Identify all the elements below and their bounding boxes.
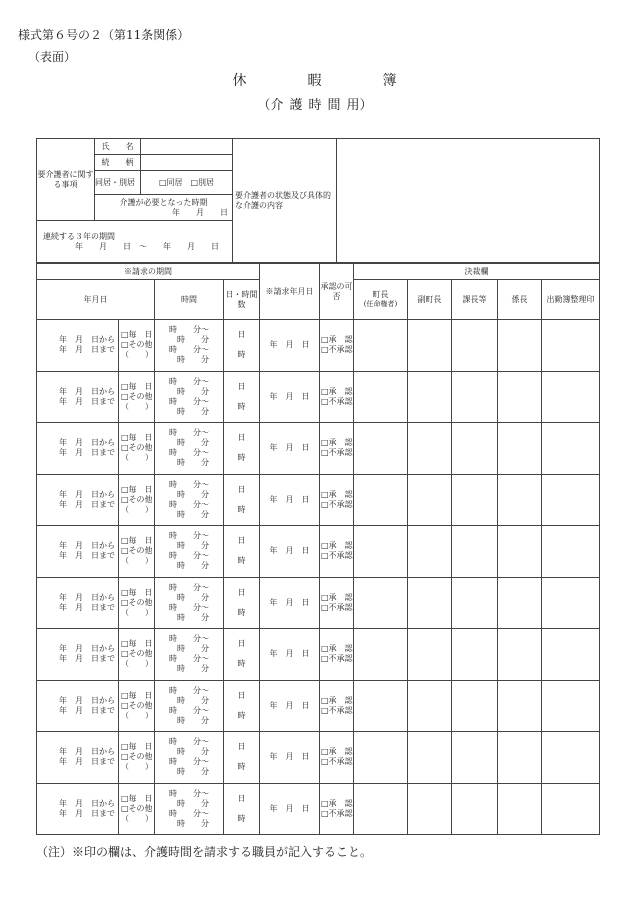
approve-checkbox[interactable]: □承 認 <box>321 541 353 551</box>
request-date-cell[interactable]: 年 月 日 <box>260 320 320 372</box>
request-date-cell[interactable]: 年 月 日 <box>260 680 320 732</box>
hour-unit: 時 <box>237 710 246 720</box>
daytime-cell[interactable] <box>224 629 260 681</box>
time-line: 時 分～ <box>169 428 209 438</box>
request-row <box>37 423 600 475</box>
every-day-checkbox[interactable]: □毎 日 <box>121 793 153 803</box>
request-row <box>37 526 600 578</box>
time-line: 時 分～ <box>169 479 209 489</box>
reject-checkbox[interactable]: □不承認 <box>321 705 353 715</box>
request-date-cell[interactable]: 年 月 日 <box>260 423 320 475</box>
kakaricho-seal-cell[interactable] <box>498 474 542 526</box>
chocho-header <box>354 280 408 320</box>
date-to: 年 月 日まで <box>59 757 115 767</box>
date-range-cell[interactable] <box>37 371 119 423</box>
time-line: 時 分 <box>177 406 209 416</box>
date-from: 年 月 日から <box>59 644 115 654</box>
kakaricho-seal-cell[interactable] <box>498 680 542 732</box>
daytime-cell[interactable] <box>224 371 260 423</box>
kakaricho-seal-cell[interactable] <box>498 629 542 681</box>
time-line: 時 分 <box>177 438 209 448</box>
request-row <box>37 320 600 372</box>
reject-checkbox[interactable]: □不承認 <box>321 654 353 664</box>
time-line: 時 分 <box>177 664 209 674</box>
care-needed-date: 年 月 日 <box>172 207 228 217</box>
time-cell[interactable] <box>155 320 224 372</box>
hour-unit: 時 <box>237 350 246 360</box>
time-cell[interactable] <box>155 577 224 629</box>
day-unit: 日 <box>237 587 246 597</box>
date-from: 年 月 日から <box>59 592 115 602</box>
kakaricho-seal-cell[interactable] <box>498 320 542 372</box>
every-day-checkbox[interactable]: □毎 日 <box>121 690 153 700</box>
request-date-cell[interactable]: 年 月 日 <box>260 577 320 629</box>
date-range-cell[interactable] <box>37 423 119 475</box>
time-line: 時 分 <box>177 509 209 519</box>
date-to: 年 月 日まで <box>59 808 115 818</box>
date-to: 年 月 日まで <box>59 654 115 664</box>
approve-checkbox[interactable]: □承 認 <box>321 386 353 396</box>
reject-checkbox[interactable]: □不承認 <box>321 448 353 458</box>
approve-checkbox[interactable]: □承 認 <box>321 695 353 705</box>
frequency-cell[interactable] <box>119 732 155 784</box>
fukuchocho-seal-cell[interactable] <box>408 474 452 526</box>
page-subtitle <box>0 94 630 113</box>
date-range-cell[interactable] <box>37 526 119 578</box>
time-cell[interactable] <box>155 680 224 732</box>
date-range-cell[interactable] <box>37 629 119 681</box>
frequency-cell[interactable] <box>119 629 155 681</box>
day-unit: 日 <box>237 690 246 700</box>
time-line: 時 分～ <box>169 654 209 664</box>
approve-checkbox[interactable]: □承 認 <box>321 747 353 757</box>
subtitle-char: 時 <box>308 98 322 113</box>
chocho-seal-cell[interactable] <box>354 577 408 629</box>
time-line: 時 分 <box>177 644 209 654</box>
date-range-cell[interactable] <box>37 320 119 372</box>
kakaricho-seal-cell[interactable] <box>498 371 542 423</box>
time-line: 時 分 <box>177 489 209 499</box>
every-day-checkbox[interactable]: □毎 日 <box>121 536 153 546</box>
daytime-header: 日・時間数 <box>224 280 260 320</box>
time-line: 時 分～ <box>169 531 209 541</box>
approval-cell[interactable] <box>320 371 354 423</box>
kacho-seal-cell[interactable] <box>452 629 498 681</box>
care-needed-label: 介護が必要となった時期 <box>119 197 208 207</box>
frequency-cell[interactable] <box>119 577 155 629</box>
other-paren: （ ） <box>121 504 153 514</box>
chocho-seal-cell[interactable] <box>354 423 408 475</box>
request-date-cell[interactable]: 年 月 日 <box>260 371 320 423</box>
time-line: 時 分 <box>177 715 209 725</box>
shukkin-seal-cell[interactable] <box>542 577 600 629</box>
footnote: （注）※印の欄は、介護時間を請求する職員が記入すること。 <box>36 845 373 859</box>
request-row <box>37 371 600 423</box>
request-date-header: ※請求年月日 <box>260 264 320 320</box>
hour-unit: 時 <box>237 659 246 669</box>
chocho-sub-label: (任命権者) <box>363 300 398 309</box>
shukkin-seal-cell[interactable] <box>542 629 600 681</box>
kacho-seal-cell[interactable] <box>452 371 498 423</box>
daytime-cell[interactable] <box>224 732 260 784</box>
other-paren: （ ） <box>121 401 153 411</box>
hour-unit: 時 <box>237 504 246 514</box>
time-line: 時 分～ <box>169 808 209 818</box>
daytime-cell[interactable] <box>224 423 260 475</box>
kakaricho-seal-cell[interactable] <box>498 526 542 578</box>
relation-field[interactable] <box>141 155 233 171</box>
kacho-seal-cell[interactable] <box>452 680 498 732</box>
shukkin-seal-cell[interactable] <box>542 320 600 372</box>
fukuchocho-seal-cell[interactable] <box>408 783 452 835</box>
every-day-checkbox[interactable]: □毎 日 <box>121 484 153 494</box>
condition-field[interactable] <box>337 139 600 263</box>
kacho-seal-cell[interactable] <box>452 474 498 526</box>
date-to: 年 月 日まで <box>59 448 115 458</box>
other-checkbox[interactable]: □その他 <box>121 391 153 401</box>
other-paren: （ ） <box>121 813 153 823</box>
time-line: 時 分 <box>177 458 209 468</box>
kakaricho-seal-cell[interactable] <box>498 732 542 784</box>
time-line: 時 分 <box>177 798 209 808</box>
subtitle-char: 護 <box>289 98 303 113</box>
time-line: 時 分～ <box>169 602 209 612</box>
request-date-cell[interactable]: 年 月 日 <box>260 629 320 681</box>
care-recipient-table <box>36 138 600 263</box>
request-date-cell[interactable]: 年 月 日 <box>260 474 320 526</box>
time-line: 時 分～ <box>169 685 209 695</box>
kakaricho-seal-cell[interactable] <box>498 577 542 629</box>
time-line: 時 分～ <box>169 551 209 561</box>
condition-label: 要介護者の状態及び具体的な介護の内容 <box>233 139 337 263</box>
daytime-cell[interactable] <box>224 474 260 526</box>
day-unit: 日 <box>237 639 246 649</box>
reject-checkbox[interactable]: □不承認 <box>321 602 353 612</box>
reject-checkbox[interactable]: □不承認 <box>321 757 353 767</box>
subtitle-char: 用） <box>346 98 373 113</box>
approval-cell[interactable] <box>320 577 354 629</box>
date-from: 年 月 日から <box>59 438 115 448</box>
kacho-seal-cell[interactable] <box>452 783 498 835</box>
date-from: 年 月 日から <box>59 695 115 705</box>
shukkin-seal-cell[interactable] <box>542 783 600 835</box>
day-unit: 日 <box>237 484 246 494</box>
chocho-seal-cell[interactable] <box>354 371 408 423</box>
time-header: 時間 <box>155 280 224 320</box>
hour-unit: 時 <box>237 401 246 411</box>
time-cell[interactable] <box>155 526 224 578</box>
other-paren: （ ） <box>121 350 153 360</box>
time-cell[interactable] <box>155 629 224 681</box>
approval-cell[interactable] <box>320 474 354 526</box>
kacho-seal-cell[interactable] <box>452 577 498 629</box>
every-day-checkbox[interactable]: □毎 日 <box>121 587 153 597</box>
time-cell[interactable] <box>155 732 224 784</box>
fukuchocho-seal-cell[interactable] <box>408 423 452 475</box>
approve-checkbox[interactable]: □承 認 <box>321 644 353 654</box>
cohabit-label: 同居・別居 <box>95 171 141 195</box>
approval-cell[interactable] <box>320 783 354 835</box>
date-from: 年 月 日から <box>59 386 115 396</box>
time-line: 時 分 <box>177 592 209 602</box>
title-char: 暇 <box>307 73 323 89</box>
shukkin-seal-cell[interactable] <box>542 371 600 423</box>
kacho-header: 課長等 <box>452 280 498 320</box>
chocho-seal-cell[interactable] <box>354 732 408 784</box>
time-line: 時 分 <box>177 612 209 622</box>
fukuchocho-header: 副町長 <box>408 280 452 320</box>
date-from: 年 月 日から <box>59 489 115 499</box>
day-unit: 日 <box>237 330 246 340</box>
shukkin-seal-cell[interactable] <box>542 732 600 784</box>
time-line: 時 分～ <box>169 705 209 715</box>
every-day-checkbox[interactable]: □毎 日 <box>121 639 153 649</box>
approval-cell[interactable] <box>320 629 354 681</box>
date-from: 年 月 日から <box>59 335 115 345</box>
care-needed-cell[interactable] <box>95 195 233 221</box>
other-paren: （ ） <box>121 710 153 720</box>
other-paren: （ ） <box>121 762 153 772</box>
kacho-seal-cell[interactable] <box>452 320 498 372</box>
reject-checkbox[interactable]: □不承認 <box>321 551 353 561</box>
side-label: （表面） <box>28 50 77 64</box>
chocho-seal-cell[interactable] <box>354 526 408 578</box>
date-from: 年 月 日から <box>59 798 115 808</box>
every-day-checkbox[interactable]: □毎 日 <box>121 330 153 340</box>
kakaricho-seal-cell[interactable] <box>498 783 542 835</box>
chocho-seal-cell[interactable] <box>354 783 408 835</box>
cohabit-options[interactable]: □同居 □別居 <box>141 171 233 195</box>
time-line: 時 分 <box>177 335 209 345</box>
shukkin-seal-cell[interactable] <box>542 474 600 526</box>
date-to: 年 月 日まで <box>59 499 115 509</box>
other-checkbox[interactable]: □その他 <box>121 597 153 607</box>
date-range-cell[interactable] <box>37 577 119 629</box>
hour-unit: 時 <box>237 813 246 823</box>
approve-checkbox[interactable]: □承 認 <box>321 798 353 808</box>
date-to: 年 月 日まで <box>59 345 115 355</box>
time-line: 時 分 <box>177 767 209 777</box>
time-line: 時 分 <box>177 561 209 571</box>
daytime-cell[interactable] <box>224 526 260 578</box>
every-day-checkbox[interactable]: □毎 日 <box>121 433 153 443</box>
approval-cell[interactable] <box>320 732 354 784</box>
date-header: 年月日 <box>37 280 155 320</box>
every-day-checkbox[interactable]: □毎 日 <box>121 742 153 752</box>
daytime-cell[interactable] <box>224 680 260 732</box>
time-line: 時 分～ <box>169 376 209 386</box>
frequency-cell[interactable] <box>119 320 155 372</box>
time-line: 時 分 <box>177 355 209 365</box>
frequency-cell[interactable] <box>119 474 155 526</box>
frequency-cell[interactable] <box>119 371 155 423</box>
day-unit: 日 <box>237 433 246 443</box>
time-line: 時 分～ <box>169 788 209 798</box>
kacho-seal-cell[interactable] <box>452 526 498 578</box>
period-cell[interactable] <box>37 221 233 263</box>
other-checkbox[interactable]: □その他 <box>121 700 153 710</box>
fukuchocho-seal-cell[interactable] <box>408 732 452 784</box>
relation-label: 続 柄 <box>95 155 141 171</box>
shukkin-header: 出勤簿整理印 <box>542 280 600 320</box>
reject-checkbox[interactable]: □不承認 <box>321 396 353 406</box>
hour-unit: 時 <box>237 556 246 566</box>
fukuchocho-seal-cell[interactable] <box>408 680 452 732</box>
fukuchocho-seal-cell[interactable] <box>408 371 452 423</box>
section-label: 要介護者に関する事項 <box>37 139 95 221</box>
approval-cell[interactable] <box>320 320 354 372</box>
shukkin-seal-cell[interactable] <box>542 680 600 732</box>
name-label: 氏 名 <box>95 139 141 155</box>
other-paren: （ ） <box>121 659 153 669</box>
request-rows <box>37 320 600 835</box>
time-line: 時 分～ <box>169 345 209 355</box>
date-to: 年 月 日まで <box>59 602 115 612</box>
other-checkbox[interactable]: □その他 <box>121 340 153 350</box>
time-line: 時 分～ <box>169 448 209 458</box>
other-checkbox[interactable]: □その他 <box>121 443 153 453</box>
request-period-header: ※請求の期間 <box>37 264 260 280</box>
other-checkbox[interactable]: □その他 <box>121 546 153 556</box>
date-range-cell[interactable] <box>37 680 119 732</box>
reject-checkbox[interactable]: □不承認 <box>321 808 353 818</box>
time-line: 時 分～ <box>169 634 209 644</box>
page-title <box>0 70 630 90</box>
approval-cell[interactable] <box>320 526 354 578</box>
other-checkbox[interactable]: □その他 <box>121 803 153 813</box>
approval-header: 承認の可否 <box>320 264 354 320</box>
approve-checkbox[interactable]: □承 認 <box>321 438 353 448</box>
chocho-seal-cell[interactable] <box>354 474 408 526</box>
shukkin-seal-cell[interactable] <box>542 423 600 475</box>
daytime-cell[interactable] <box>224 577 260 629</box>
kessai-header: 決裁欄 <box>354 264 600 280</box>
date-to: 年 月 日まで <box>59 705 115 715</box>
chocho-seal-cell[interactable] <box>354 320 408 372</box>
time-cell[interactable] <box>155 474 224 526</box>
frequency-cell[interactable] <box>119 680 155 732</box>
hour-unit: 時 <box>237 607 246 617</box>
date-range-cell[interactable] <box>37 732 119 784</box>
day-unit: 日 <box>237 793 246 803</box>
period-label: 連続する３年の期間 <box>43 231 115 241</box>
name-field[interactable] <box>141 139 233 155</box>
time-line: 時 分 <box>177 541 209 551</box>
other-checkbox[interactable]: □その他 <box>121 752 153 762</box>
time-line: 時 分～ <box>169 325 209 335</box>
reject-checkbox[interactable]: □不承認 <box>321 499 353 509</box>
request-row <box>37 783 600 835</box>
frequency-cell[interactable] <box>119 526 155 578</box>
date-range-cell[interactable] <box>37 783 119 835</box>
time-line: 時 分～ <box>169 737 209 747</box>
time-line: 時 分～ <box>169 757 209 767</box>
reject-checkbox[interactable]: □不承認 <box>321 345 353 355</box>
date-from: 年 月 日から <box>59 541 115 551</box>
time-line: 時 分 <box>177 747 209 757</box>
date-range-cell[interactable] <box>37 474 119 526</box>
date-from: 年 月 日から <box>59 747 115 757</box>
kacho-seal-cell[interactable] <box>452 423 498 475</box>
request-row <box>37 577 600 629</box>
frequency-cell[interactable] <box>119 783 155 835</box>
request-date-cell[interactable]: 年 月 日 <box>260 783 320 835</box>
period-value: 年 月 日 ～ 年 月 日 <box>75 241 219 251</box>
time-line: 時 分 <box>177 818 209 828</box>
daytime-cell[interactable] <box>224 320 260 372</box>
date-to: 年 月 日まで <box>59 551 115 561</box>
time-line: 時 分 <box>177 695 209 705</box>
time-cell[interactable] <box>155 371 224 423</box>
hour-unit: 時 <box>237 762 246 772</box>
other-paren: （ ） <box>121 607 153 617</box>
kakaricho-header: 係長 <box>498 280 542 320</box>
time-cell[interactable] <box>155 423 224 475</box>
fukuchocho-seal-cell[interactable] <box>408 577 452 629</box>
request-row <box>37 732 600 784</box>
day-unit: 日 <box>237 381 246 391</box>
time-line: 時 分～ <box>169 582 209 592</box>
approval-cell[interactable] <box>320 423 354 475</box>
subtitle-char: 間 <box>327 98 341 113</box>
time-cell[interactable] <box>155 783 224 835</box>
approve-checkbox[interactable]: □承 認 <box>321 335 353 345</box>
date-to: 年 月 日まで <box>59 396 115 406</box>
daytime-cell[interactable] <box>224 783 260 835</box>
fukuchocho-seal-cell[interactable] <box>408 526 452 578</box>
chocho-seal-cell[interactable] <box>354 629 408 681</box>
day-unit: 日 <box>237 536 246 546</box>
approve-checkbox[interactable]: □承 認 <box>321 592 353 602</box>
other-paren: （ ） <box>121 556 153 566</box>
time-line: 時 分～ <box>169 499 209 509</box>
kakaricho-seal-cell[interactable] <box>498 423 542 475</box>
approval-cell[interactable] <box>320 680 354 732</box>
time-line: 時 分 <box>177 386 209 396</box>
approve-checkbox[interactable]: □承 認 <box>321 489 353 499</box>
hour-unit: 時 <box>237 453 246 463</box>
fukuchocho-seal-cell[interactable] <box>408 629 452 681</box>
day-unit: 日 <box>237 742 246 752</box>
title-char: 簿 <box>382 73 398 89</box>
frequency-cell[interactable] <box>119 423 155 475</box>
request-row <box>37 629 600 681</box>
form-number: 様式第６号の２（第11条関係） <box>18 28 190 42</box>
every-day-checkbox[interactable]: □毎 日 <box>121 381 153 391</box>
request-table <box>36 263 600 835</box>
title-char: 休 <box>232 73 248 89</box>
other-checkbox[interactable]: □その他 <box>121 494 153 504</box>
request-row <box>37 474 600 526</box>
shukkin-seal-cell[interactable] <box>542 526 600 578</box>
request-date-cell[interactable]: 年 月 日 <box>260 526 320 578</box>
request-date-cell[interactable]: 年 月 日 <box>260 732 320 784</box>
time-line: 時 分～ <box>169 396 209 406</box>
chocho-label: 町長 <box>372 290 389 300</box>
subtitle-char: （介 <box>257 98 284 113</box>
other-paren: （ ） <box>121 453 153 463</box>
other-checkbox[interactable]: □その他 <box>121 649 153 659</box>
chocho-seal-cell[interactable] <box>354 680 408 732</box>
fukuchocho-seal-cell[interactable] <box>408 320 452 372</box>
request-row <box>37 680 600 732</box>
kacho-seal-cell[interactable] <box>452 732 498 784</box>
